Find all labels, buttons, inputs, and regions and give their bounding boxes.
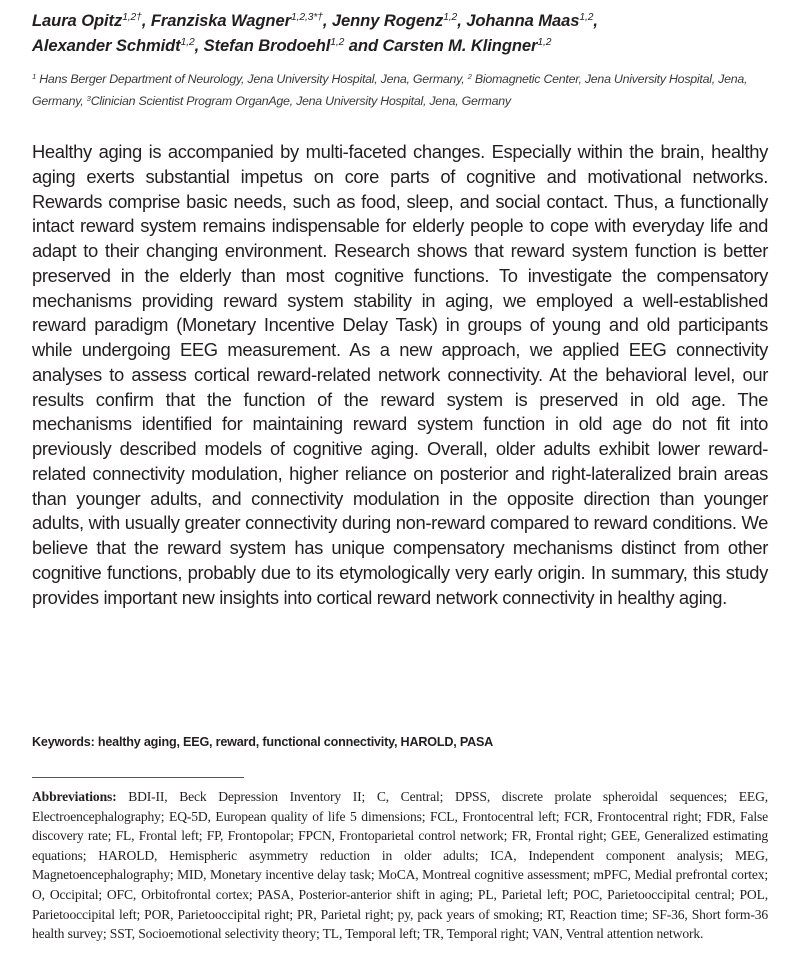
- affiliation-marker: 2: [467, 71, 472, 81]
- author-affiliation-marker: 1,2†: [122, 12, 142, 24]
- author: [32, 36, 204, 55]
- author-affiliation-marker: 1,2,3*†: [290, 12, 323, 24]
- abbreviations-footnote: [32, 787, 768, 944]
- affiliation-marker: 3: [86, 93, 91, 103]
- author-separator: ,: [194, 36, 204, 55]
- abbreviations-text: BDI-II, Beck Depression Inventory II; C, Central; DPSS, discrete prolate spheroidal sequences; EEG, Electroencephalography; EQ-5D, European quality of life 5 dimensions; FCL, Frontocentral left; FCR, Frontocentral right; FDR, False discovery rate; FL, Frontal left; FP, Frontopolar; FPCN, Frontoparietal control network; FR, Frontal right; GEE, Generalized estimating equations; HAROLD, Hemispheric asymmetry reduction in older adults; ICA, Independent component analysis; MEG, Magnetoencephalography; MID, Monetary incentive delay task; MoCA, Montreal cognitive assessment; mPFC, Medial prefrontal cortex; O, Occipital; OFC, Orbitofrontal cortex; PASA, Posterior-anterior shift in aging; PL, Parietal left; POC, Parietooccipital central; POL, Parietooccipital left; POR, Parietooccipital right; PR, Parietal right; py, pack years of smoking; RT, Reaction time; SF-36, Short form-36 health survey; SST, Socioemotional selectivity theory; TL, Temporal left; TR, Temporal right; VAN, Ventral attention network.: [32, 789, 768, 942]
- author: [332, 11, 466, 30]
- author-list: [32, 10, 768, 60]
- author: [383, 36, 552, 55]
- author-affiliation-marker: 1,2: [180, 37, 195, 49]
- abbreviations-label: Abbreviations:: [32, 789, 117, 804]
- author-name: Stefan Brodoehl: [203, 36, 331, 55]
- author-name: Franziska Wagner: [150, 11, 291, 30]
- author-separator: ,: [593, 11, 598, 30]
- affiliations: [32, 69, 768, 113]
- affiliation: Biomagnetic Center, Jena University Hospital, Jena, Germany,: [32, 72, 748, 108]
- author-affiliation-marker: 1,2: [579, 12, 594, 24]
- author: [151, 11, 332, 30]
- author-separator: and: [344, 36, 383, 55]
- author-separator: ,: [322, 11, 332, 30]
- author-name: Johanna Maas: [466, 11, 580, 30]
- affiliation: Hans Berger Department of Neurology, Jena University Hospital, Jena, Germany,: [36, 72, 468, 86]
- author-name: Alexander Schmidt: [32, 36, 181, 55]
- author: [32, 11, 151, 30]
- footnote-divider: [32, 777, 244, 778]
- author-separator: ,: [457, 11, 467, 30]
- author-name: Jenny Rogenz: [331, 11, 444, 30]
- author-name: Carsten M. Klingner: [382, 36, 538, 55]
- author: [466, 11, 598, 30]
- author-affiliation-marker: 1,2: [537, 37, 552, 49]
- author-separator: ,: [141, 11, 151, 30]
- author: [204, 36, 383, 55]
- author-affiliation-marker: 1,2: [330, 37, 345, 49]
- affiliation-marker: 1: [32, 71, 37, 81]
- affiliation: Clinician Scientist Program OrganAge, Jena University Hospital, Jena, Germany: [90, 94, 511, 108]
- author-name: Laura Opitz: [32, 11, 123, 30]
- author-affiliation-marker: 1,2: [443, 12, 458, 24]
- abstract: Healthy aging is accompanied by multi-faceted changes. Especially within the brain, healthy aging exerts substantial impetus on core parts of cognitive and motivational networks. Rewards comprise basic needs, such as food, sleep, and social contact. Thus, a functionally intact reward system remains indispensable for elderly people to cope with everyday life and adapt to their changing environment. Research shows that reward system function is better preserved in the elderly than most cognitive functions. To investigate the compensatory mechanisms providing reward system stability in aging, we employed a well-established reward paradigm (Monetary Incentive Delay Task) in groups of young and old participants while undergoing EEG measurement. As a new approach, we applied EEG connectivity analyses to assess cortical reward-related network connectivity. At the behavioral level, our results confirm that the function of the reward system is preserved in old age. The mechanisms identified for maintaining reward system function in old age do not fit into previously described models of cognitive aging. Overall, older adults exhibit lower reward-related connectivity modulation, higher reliance on posterior and right-lateralized brain areas than younger adults, and connectivity modulation in the opposite direction than younger adults, with usually greater connectivity during non-reward compared to reward conditions. We believe that the reward system has unique compensatory mechanisms distinct from other cognitive functions, probably due to its etymologically very early origin. In summary, this study provides important new insights into cortical reward network connectivity in healthy aging.: [32, 141, 768, 608]
- keywords: Keywords: healthy aging, EEG, reward, functional connectivity, HAROLD, PASA: [32, 735, 494, 749]
